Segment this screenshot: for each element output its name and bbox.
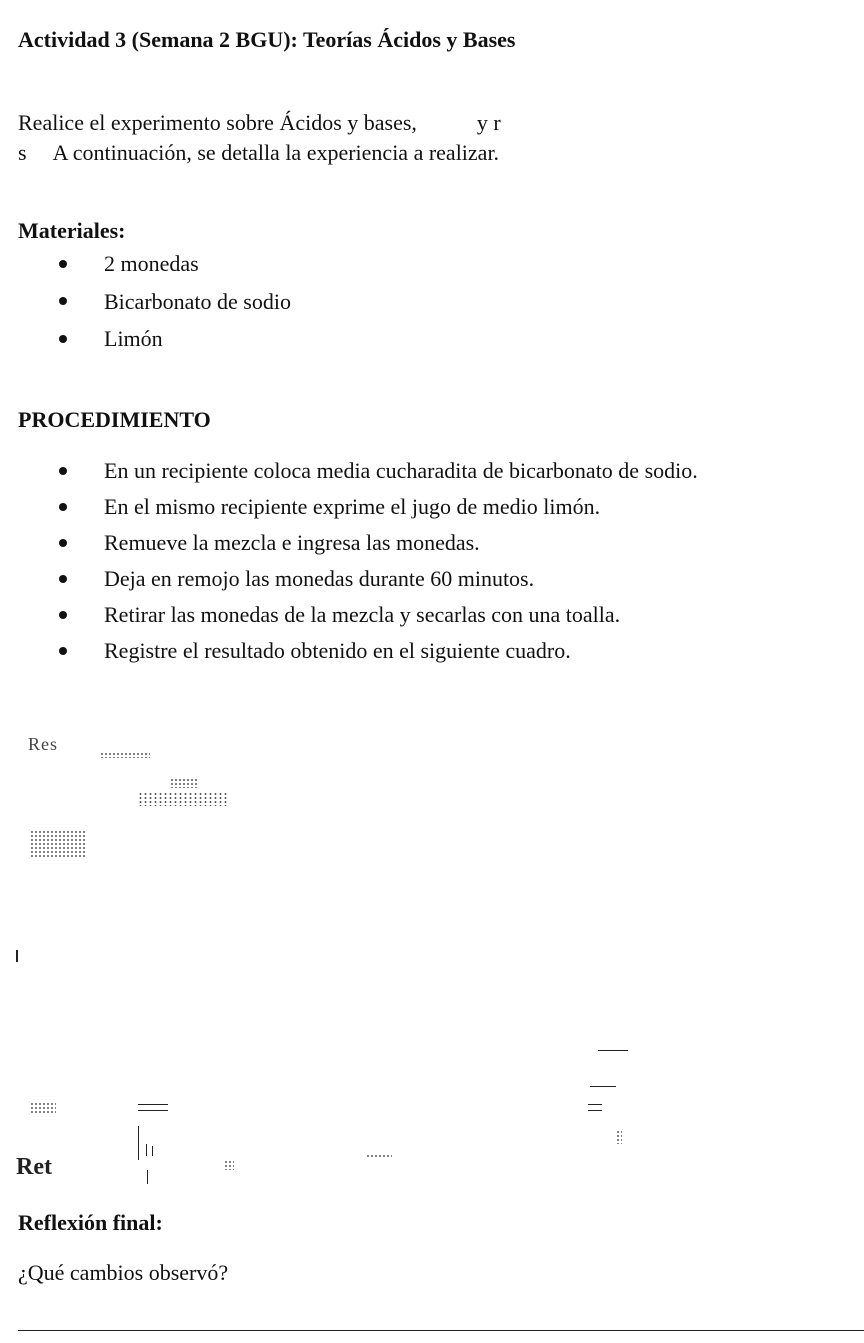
- intro-line-2-start: s: [18, 140, 27, 165]
- table-border-remnant: [590, 1086, 616, 1087]
- list-item: Retirar las monedas de la mezcla y secarlas con una toalla.: [0, 597, 698, 633]
- bullet-icon: [59, 539, 67, 547]
- dotted-mark: [100, 752, 150, 758]
- dotted-mark: [30, 1102, 56, 1114]
- bullet-icon: [59, 467, 67, 475]
- table-border-remnant: [588, 1110, 602, 1111]
- bullet-icon: [59, 335, 67, 343]
- materials-list: [0, 245, 291, 358]
- bullet-icon: [59, 611, 67, 619]
- list-item: En un recipiente coloca media cucharadita de bicarbonato de sodio.: [0, 453, 698, 489]
- bullet-icon: [59, 647, 67, 655]
- table-border-remnant: [598, 1050, 628, 1051]
- bullet-icon: [59, 297, 67, 305]
- dotted-mark: [616, 1130, 622, 1144]
- dotted-mark: [138, 792, 228, 806]
- materials-heading: Materiales:: [18, 218, 126, 243]
- list-item: Deja en remojo las monedas durante 60 minutos.: [0, 561, 698, 597]
- list-item: En el mismo recipiente exprime el jugo de medio limón.: [0, 489, 698, 525]
- table-border-remnant: [138, 1126, 139, 1160]
- table-border-remnant: [138, 1110, 168, 1111]
- table-footer-remnant: Ret: [16, 1154, 52, 1180]
- intro-line-2-end: A continuación, se detalla la experiencia a realizar.: [52, 140, 500, 165]
- results-table-remnant: [0, 720, 864, 1190]
- procedure-heading: PROCEDIMIENTO: [18, 407, 211, 432]
- intro-line-1-start: Realice el experimento sobre Ácidos y bases,: [18, 110, 417, 135]
- table-border-remnant: [146, 1144, 147, 1156]
- intro-line-1: [18, 108, 718, 138]
- table-border-remnant: [147, 1170, 148, 1184]
- reflection-heading: Reflexión final:: [18, 1210, 163, 1235]
- bullet-icon: [59, 575, 67, 583]
- intro-line-1-end: y r: [476, 110, 501, 135]
- list-item: Registre el resultado obtenido en el siguiente cuadro.: [0, 633, 698, 669]
- procedure-list: [0, 453, 698, 669]
- table-border-remnant: [138, 1104, 168, 1105]
- dotted-mark: [30, 830, 86, 858]
- table-border-remnant: [152, 1146, 153, 1156]
- answer-line: [18, 1330, 864, 1331]
- table-heading-remnant: Res: [28, 734, 58, 754]
- page-title: Actividad 3 (Semana 2 BGU): Teorías Ácidos y Bases: [18, 27, 516, 52]
- list-item: Limón: [0, 320, 291, 358]
- dotted-mark: [170, 778, 198, 788]
- table-border-remnant: [588, 1104, 602, 1105]
- bullet-icon: [59, 260, 67, 268]
- intro-line-2: [18, 138, 718, 168]
- reflection-question: ¿Qué cambios observó?: [18, 1260, 229, 1285]
- dotted-mark: [224, 1160, 234, 1170]
- bullet-icon: [59, 503, 67, 511]
- list-item: Bicarbonato de sodio: [0, 283, 291, 321]
- list-item: 2 monedas: [0, 245, 291, 283]
- list-item: Remueve la mezcla e ingresa las monedas.: [0, 525, 698, 561]
- table-border-remnant: [16, 950, 18, 962]
- dotted-mark: [366, 1154, 392, 1158]
- intro-paragraph: [18, 108, 718, 168]
